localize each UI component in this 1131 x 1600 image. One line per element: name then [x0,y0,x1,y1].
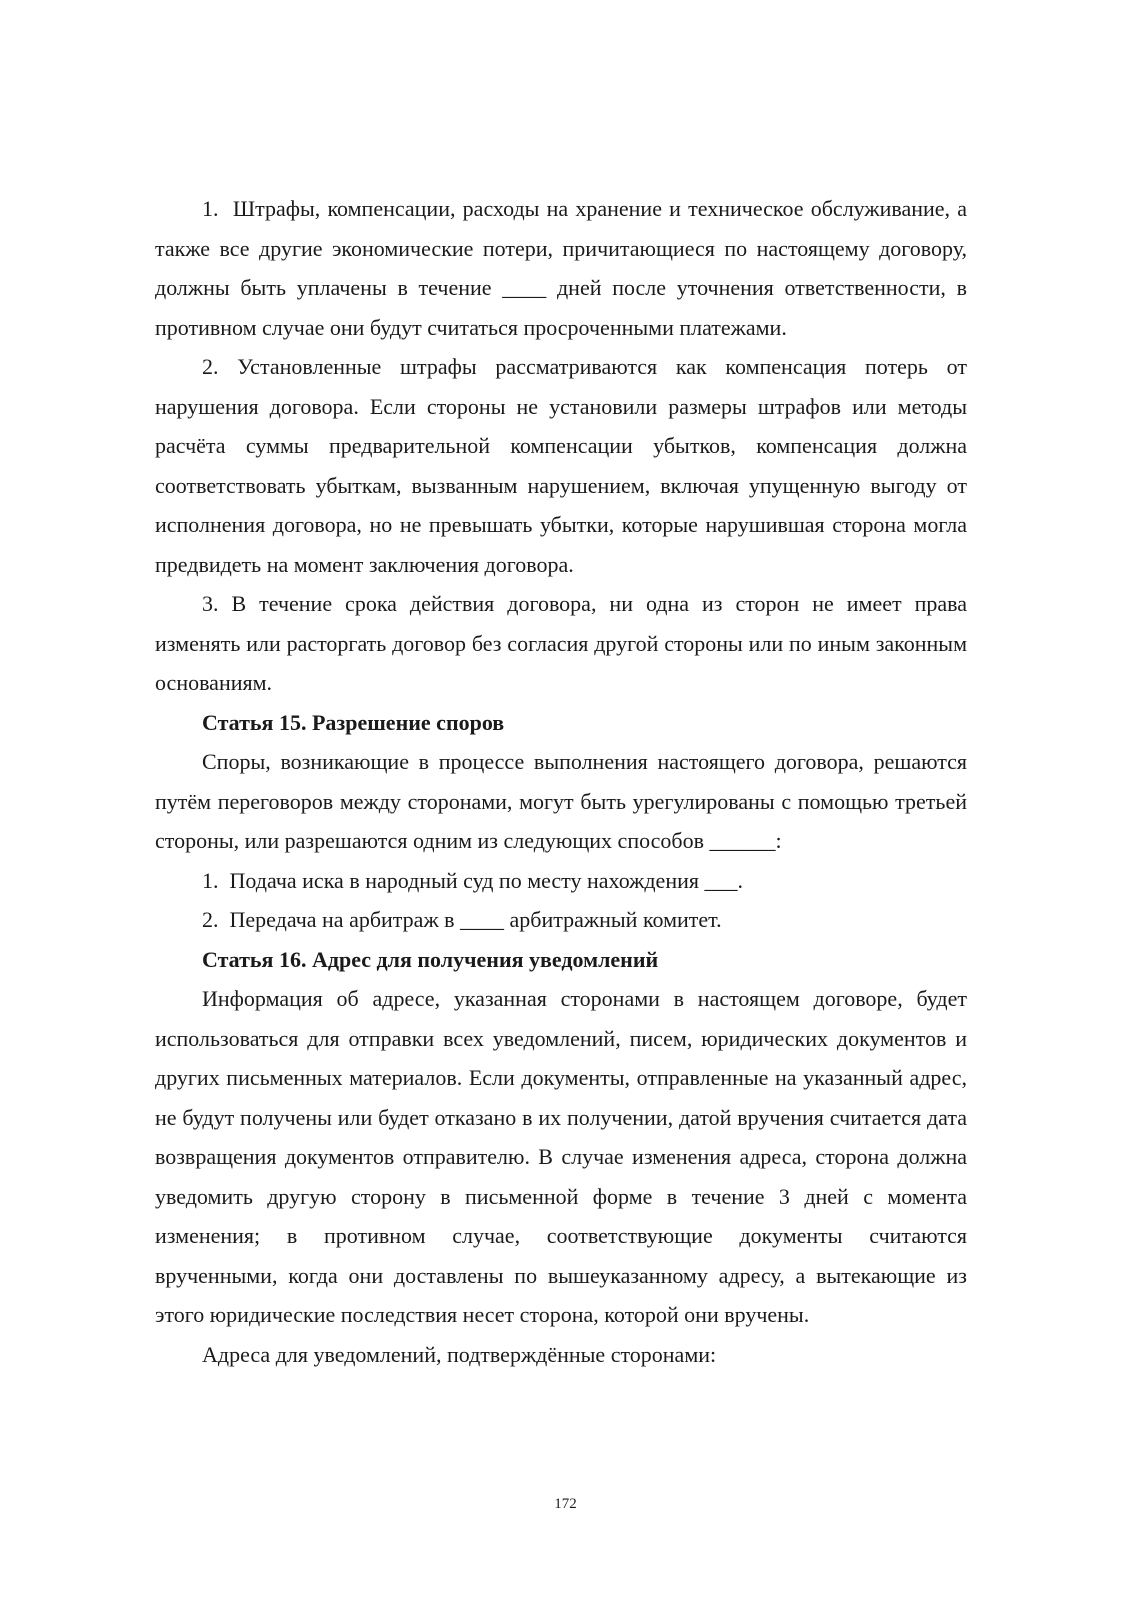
notice-address-paragraph: Информация об адресе, указанная сторонами в настоящем договоре, будет использоваться для отправки всех уведомлений, писем, юридических документов и других письменных материалов. Если документы, отправленные на указанный адрес, не будут получены или будет отказано в их получении, датой вручения считается дата возвращения документов отправителю. В случае изменения адреса, сторона должна уведомить другую сторону в письменной форме в течение 3 дней с момента изменения; в противном случае, соответствующие документы считаются врученными, когда они доставлены по вышеуказанному адресу, а вытекающие из этого юридические последствия несет сторона, которой они вручены. [155,986,967,1327]
article-16-heading: Статья 16. Адрес для получения уведомлений [202,946,659,972]
clause-2-paragraph: 2. Установленные штрафы рассматриваются как компенсация потерь от нарушения договора. Если стороны не установили размеры штрафов или методы расчёта суммы предварительной компенсации убытков, компенсация должна соответствовать убыткам, вызванным нарушением, включая упущенную выгоду от исполнения договора, но не превышать убытки, которые нарушившая сторона могла предвидеть на момент заключения договора. [155,354,967,577]
clause-3-paragraph: 3. В течение срока действия договора, ни одна из сторон не имеет права изменять или расторгать договор без согласия другой стороны или по иным законным основаниям. [155,591,967,695]
clause-1-paragraph: 1. Штрафы, компенсации, расходы на хранение и техническое обслуживание, а также все другие экономические потери, причитающиеся по настоящему договору, должны быть уплачены в течение ____ дней после уточнения ответственности, в противном случае они будут считаться просроченными платежами. [155,196,967,340]
document-body [155,189,967,1374]
dispute-option-2: 2. Передача на арбитраж в ____ арбитражный комитет. [202,907,722,932]
dispute-option-1: 1. Подача иска в народный суд по месту нахождения ___. [202,867,743,893]
dispute-resolution-paragraph: Споры, возникающие в процессе выполнения настоящего договора, решаются путём переговоров между сторонами, могут быть урегулированы с помощью третьей стороны, или разрешаются одним из следующих способов ______: [155,749,967,853]
article-15-heading: Статья 15. Разрешение споров [202,709,505,735]
confirmed-addresses-line: Адреса для уведомлений, подтверждённые сторонами: [202,1341,717,1367]
page-number: 172 [554,1496,577,1512]
